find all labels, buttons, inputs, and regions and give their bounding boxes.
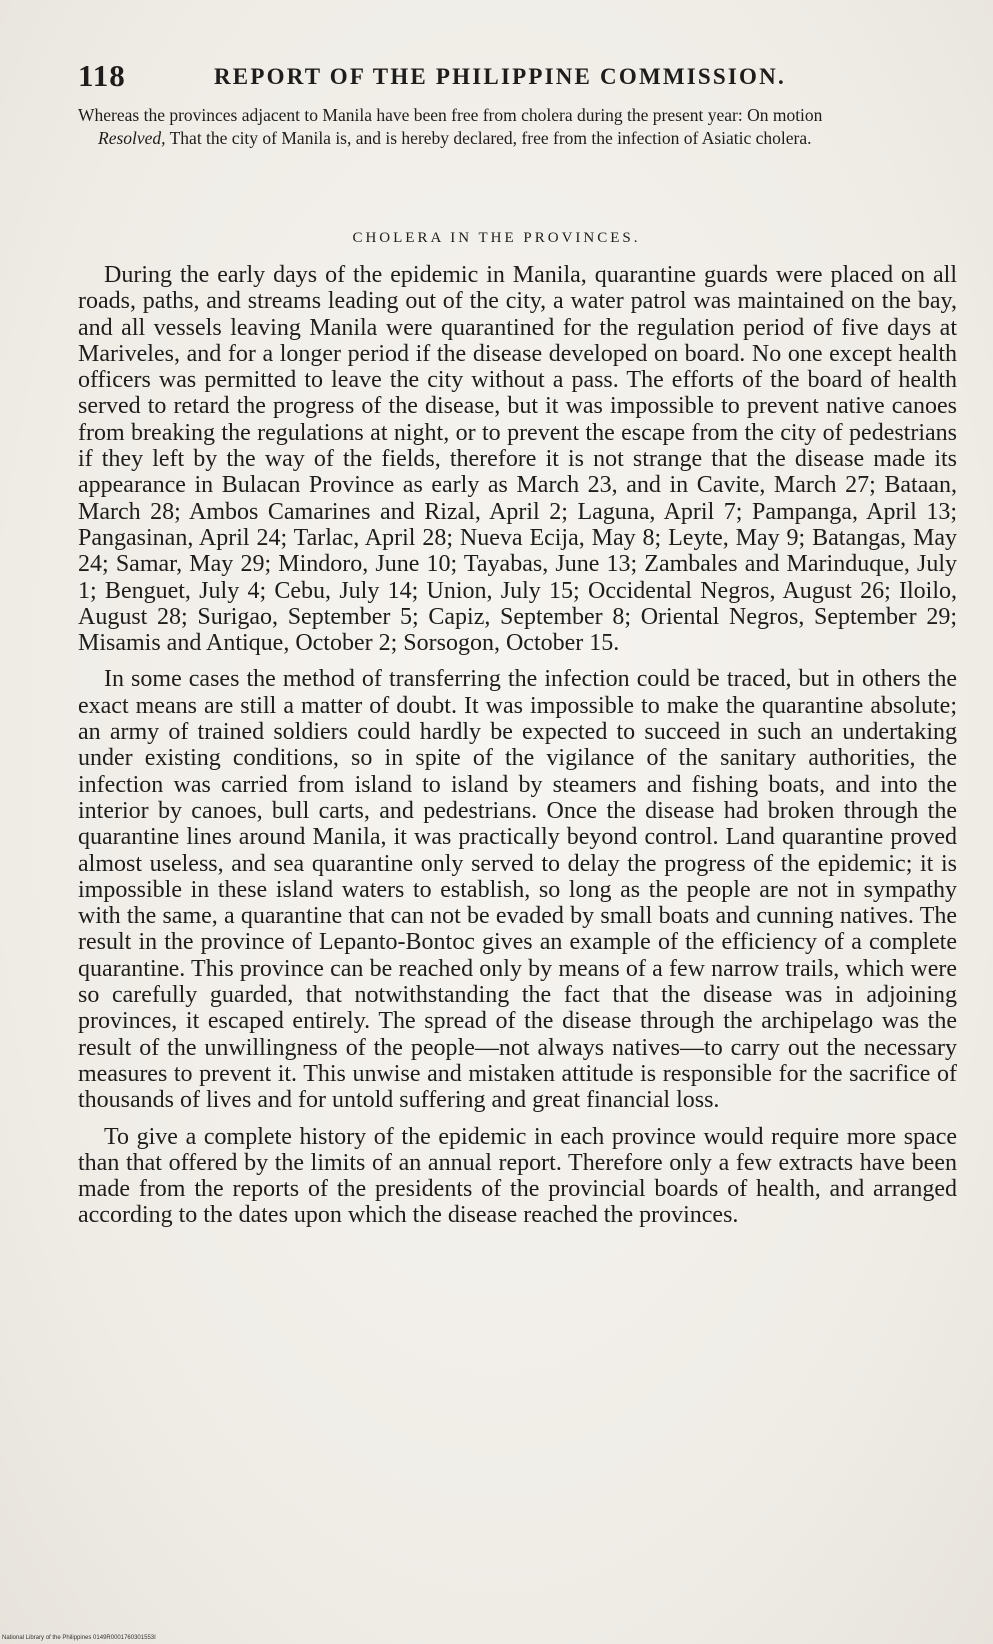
page-header <box>78 58 953 98</box>
resolution-block <box>78 106 953 148</box>
footer-note: National Library of the Philippines 0149R0001760301553I <box>2 1635 156 1641</box>
section-heading: CHOLERA IN THE PROVINCES. <box>352 230 641 246</box>
page-number: 118 <box>78 58 126 93</box>
resolved-clause <box>78 129 953 148</box>
paragraph-1: During the early days of the epidemic in Manila, quarantine guards were placed on all roads, paths, and streams leading out of the city, a water patrol was maintained on the bay, and all vessels leaving Manila were quarantined for the regulation period of five days at Mariveles, and for a longer period if the disease developed on board. No one except health officers was permitted to leave the city without a pass. The efforts of the board of health served to retard the progress of the disease, but it was impossible to prevent native canoes from breaking the regulations at night, or to prevent the escape from the city of pedestrians if they left by the way of the fields, therefore it is not strange that the disease made its appearance in Bulacan Province as early as March 23, and in Cavite, March 27; Bataan, March 28; Ambos Camarines and Rizal, April 2; Laguna, April 7; Pampanga, April 13; Pangasinan, April 24; Tarlac, April 28; Nueva Ecija, May 8; Leyte, May 9; Batangas, May 24; Samar, May 29; Mindoro, June 10; Tayabas, June 13; Zambales and Marinduque, July 1; Benguet, July 4; Cebu, July 14; Union, July 15; Occidental Negros, August 26; Iloilo, August 28; Surigao, September 5; Capiz, September 8; Oriental Negros, September 29; Misamis and Antique, October 2; Sorsogon, October 15. <box>78 262 957 657</box>
paragraph-2: In some cases the method of transferring the infection could be traced, but in others the exact means are still a matter of doubt. It was impossible to make the quarantine absolute; an army of trained soldiers could hardly be expected to succeed in such an undertaking under existing conditions, so in spite of the vigilance of the sanitary authorities, the infection was carried from island to island by steamers and fishing boats, and into the interior by canoes, bull carts, and pedestrians. Once the disease had broken through the quarantine lines around Manila, it was practically beyond control. Land quarantine proved almost useless, and sea quarantine only served to delay the progress of the epidemic; it is impossible in these island waters to establish, so long as the people are not in sympathy with the same, a quarantine that can not be evaded by small boats and cunning natives. The result in the province of Lepanto-Bontoc gives an example of the efficiency of a complete quarantine. This province can be reached only by means of a few narrow trails, which were so carefully guarded, that notwithstanding the fact that the disease was in adjoining provinces, it escaped entirely. The spread of the disease through the archipelago was the result of the unwillingness of the people—not always natives—to carry out the necessary measures to prevent it. This unwise and mistaken attitude is responsible for the sacrifice of thousands of lives and for untold suffering and great financial loss. <box>78 666 957 1114</box>
whereas-clause: Whereas the provinces adjacent to Manila have been free from cholera during the present year: On motion <box>78 105 823 125</box>
resolved-label: Resolved, <box>98 128 166 148</box>
resolved-text: That the city of Manila is, and is hereby declared, free from the infection of Asiatic cholera. <box>169 128 812 148</box>
paragraph-3: To give a complete history of the epidemic in each province would require more space than that offered by the limits of an annual report. Therefore only a few extracts have been made from the reports of the presidents of the provincial boards of health, and arranged according to the dates upon which the disease reached the provinces. <box>78 1123 957 1229</box>
running-title: REPORT OF THE PHILIPPINE COMMISSION. <box>214 64 786 89</box>
body-text <box>78 262 957 1229</box>
